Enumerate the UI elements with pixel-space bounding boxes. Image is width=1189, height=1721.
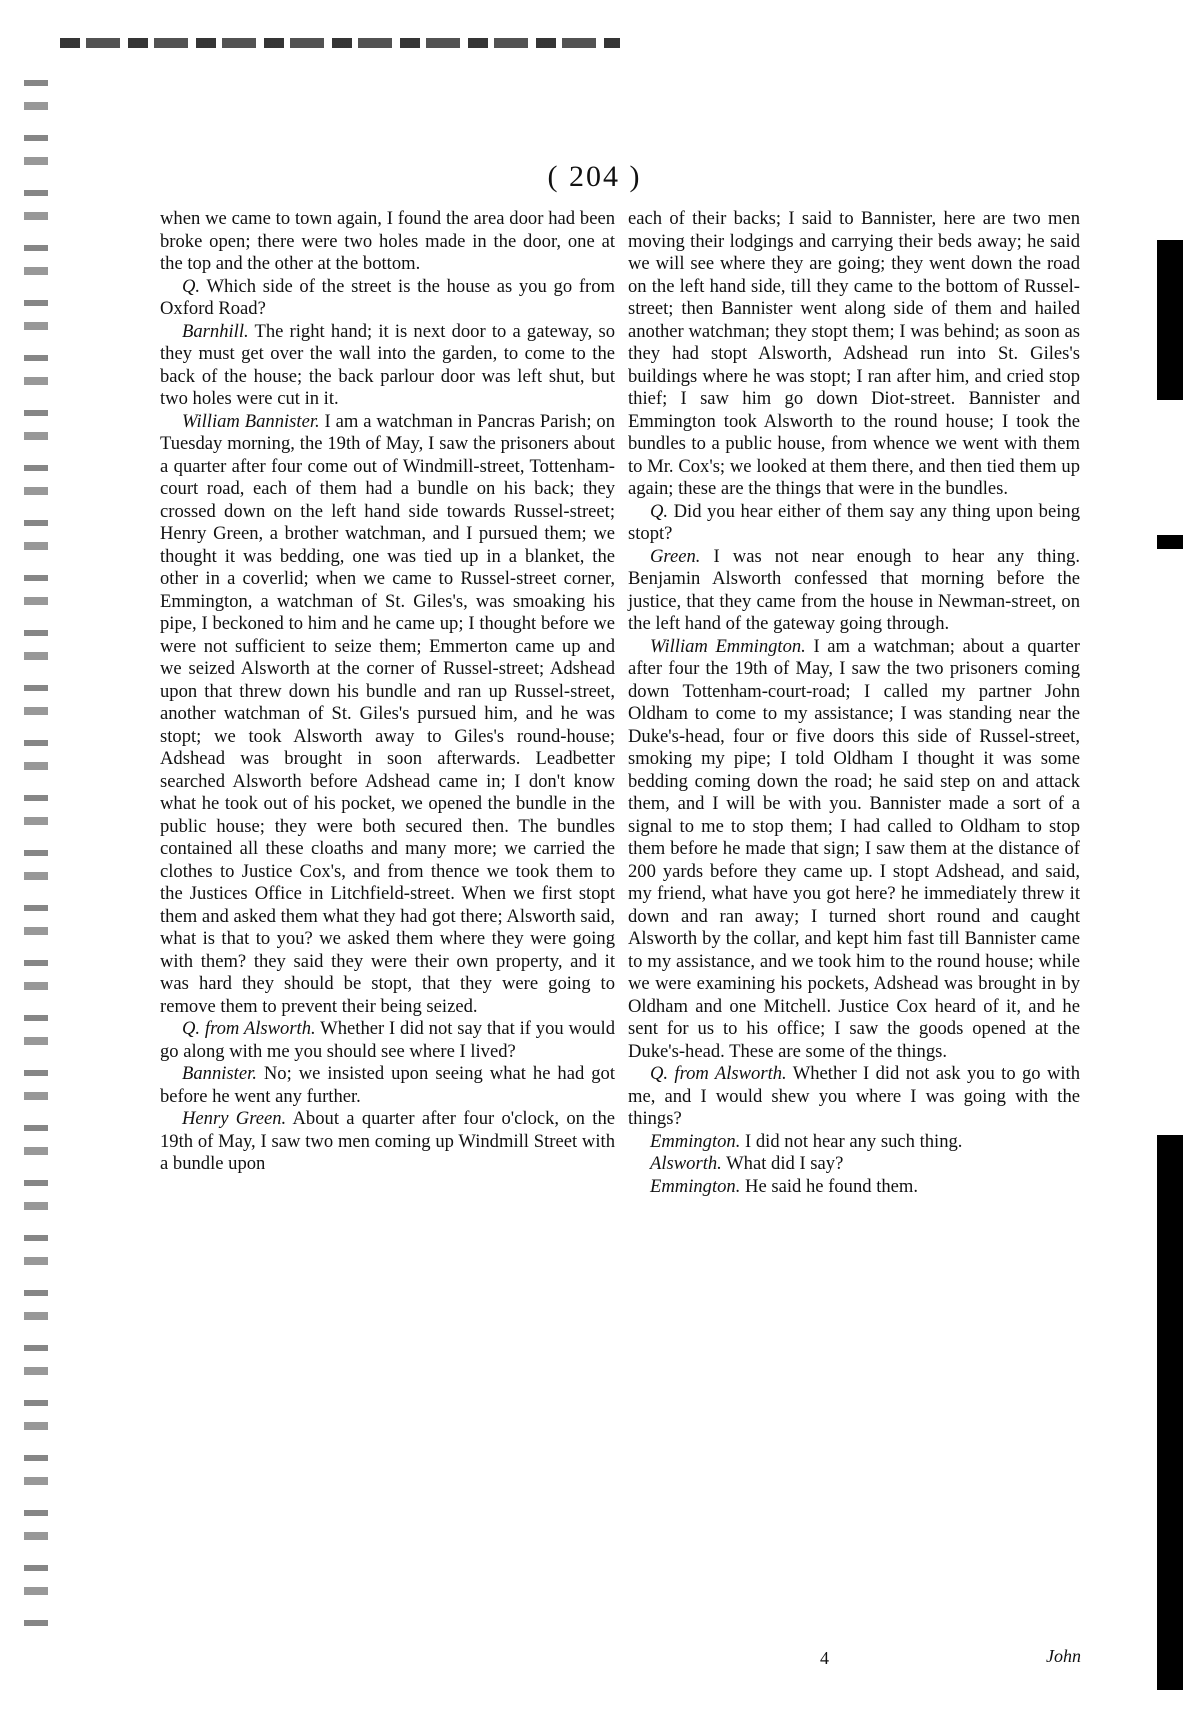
paragraph-text: About a quarter after four o'clock, on the 19th of May, I saw two men coming up Windmill Street with a bundle upon: [160, 1108, 616, 1174]
paragraph-text: Whether I did not ask you to go with me, and I would shew you where I was going with the things?: [628, 1063, 1080, 1129]
paragraph: [628, 546, 1080, 636]
paragraph-text: Which side of the street is the house as you go from Oxford Road?: [160, 275, 615, 319]
paragraph: [160, 276, 615, 321]
right-column: [628, 208, 1080, 1198]
paragraph: [628, 636, 1080, 1064]
paragraph: [628, 501, 1080, 546]
speaker-label: William Bannister.: [182, 410, 320, 432]
paragraph-text: each of their backs; I said to Bannister, here are two men moving their lodgings and carrying their beds away; he said we will see where they are going; they went down the road on the left hand side, till they came to the bottom of Russel-street; then Bannister went along side of them and hailed another watchman; they stopt them; I was behind; as soon as they had stopt Alsworth, Adshead run into St. Giles's buildings where he was stopt; I ran after him, and cried stop thief; I saw him go down Diot-street. Bannister and Emmington took Alsworth to the round house; I took the bundles to a public house, from whence we went with them to Mr. Cox's; we looked at them there, and then tied them up again; these are the things that were in the bundles.: [628, 208, 1080, 499]
scan-edge-mark: [1157, 1135, 1183, 1690]
signature-mark: 4: [820, 1648, 829, 1668]
speaker-label: Alsworth.: [650, 1153, 722, 1174]
paragraph-text: I am a watchman in Pancras Parish; on Tuesday morning, the 19th of May, I saw the prisoners about a quarter after four come out of Windmill-street, Tottenham-court road, each of them had a bundle on his back; they crossed down on the left hand side towards Russel-street; Henry Green, a brother watchman, and I pursued them; we thought it was bedding, one was tied up in a blanket, the other in a coverlid; when we came to Russel-street corner, Emmington, a watchman of St. Giles's, was smoaking his pipe, I beckoned to him and he came up; I thought before we were not sufficient to seize them; Emmerton came up and we seized Alsworth at the corner of Russel-street; Adshead upon that threw down his bundle and ran up Russel-street, another watchman of St. Giles's pursued him, and he was stopt; we took Alsworth away to Giles's round-house; Adshead was brought in soon afterwards. Leadbetter searched Alsworth before Adshead came in; I don't know what he took out of his pocket, we opened the bundle in the public house; they were both secured then. The bundles contained all these cloaths and many more; we carried the clothes to Justice Cox's, and from thence we took them to the Justices Office in Litchfield-street. When we first stopt them and asked them what they had got there; Alsworth said, what is that to you? we asked them where they were going with them? they said they were their own property, and it was hard they should be stopt, that they were going to remove them to prevent their being seized.: [160, 410, 615, 1017]
speaker-label: Barnhill.: [182, 320, 249, 342]
paragraph: [628, 1131, 1080, 1154]
paragraph: [628, 1153, 1080, 1176]
speaker-label: Q.: [182, 275, 201, 297]
paragraph-text: I did not hear any such thing.: [740, 1130, 963, 1152]
page-number: ( 204 ): [547, 160, 642, 193]
paragraph: [160, 321, 615, 411]
paragraph: [628, 1063, 1080, 1131]
left-column: [160, 208, 615, 1176]
paragraph: [160, 411, 615, 1019]
catchword: John: [1046, 1646, 1081, 1666]
paragraph-text: No; we insisted upon seeing what he had got before he went any further.: [160, 1063, 615, 1107]
speaker-label: Q. from Alsworth.: [182, 1018, 316, 1039]
paragraph-text: I was not near enough to hear any thing. Benjamin Alsworth confessed that morning before the justice, that they came from the house in Newman-street, on the left hand of the gateway going through.: [628, 545, 1080, 634]
paragraph-text: He said he found them.: [740, 1175, 919, 1197]
paragraph-text: What did I say?: [721, 1153, 844, 1174]
paragraph: [628, 208, 1080, 501]
scan-left-margin-noise: [24, 80, 48, 1640]
paragraph: [160, 208, 615, 276]
scan-edge-mark: [1157, 535, 1183, 549]
speaker-label: Emmington.: [650, 1130, 741, 1152]
scan-top-rule: [60, 38, 620, 48]
paragraph: [628, 1176, 1080, 1199]
paragraph-text: Did you hear either of them say any thing upon being stopt?: [628, 500, 1080, 544]
speaker-label: Emmington.: [650, 1175, 741, 1197]
paragraph: [160, 1018, 615, 1063]
scan-edge-mark: [1157, 240, 1183, 400]
speaker-label: Henry Green.: [182, 1108, 287, 1129]
speaker-label: Q. from Alsworth.: [650, 1063, 787, 1084]
paragraph-text: The right hand; it is next door to a gateway, so they must get over the wall into the garden, to come to the back of the house; the back parlour door was left shut, but two holes were cut in it.: [160, 320, 615, 409]
paragraph-text: Whether I did not say that if you would go along with me you should see where I lived?: [160, 1018, 616, 1062]
paragraph: [160, 1063, 615, 1108]
speaker-label: Q.: [650, 500, 669, 522]
paragraph: [160, 1108, 615, 1176]
paragraph-text: I am a watchman; about a quarter after four the 19th of May, I saw the two prisoners coming down Tottenham-court-road; I called my partner John Oldham to come to my assistance; I was standing near the Duke's-head, four or five doors this side of Russel-street, smoking my pipe; I told Oldham I thought it was some bedding coming down the road; he said step on and attack them, and I will be with you. Bannister made a sort of a signal to me to stop them; I had called to Oldham to stop them before he made that sign; I saw them at the distance of 200 yards before they came up. I stopt Adshead, and said, my friend, what have you got here? he immediately threw it down and ran away; I turned short round and caught Alsworth by the collar, and kept him fast till Bannister came to my assistance, and we took him to the round house; while we were examining his pockets, Adshead was brought in by Oldham and one Mitchell. Justice Cox heard of it, and he sent for us to his office; I saw the goods opened at the Duke's-head. These are some of the things.: [628, 635, 1080, 1062]
speaker-label: William Emmington.: [650, 635, 806, 657]
paragraph-text: when we came to town again, I found the area door had been broke open; there were two holes made in the door, one at the top and the other at the bottom.: [160, 208, 615, 274]
speaker-label: Green.: [650, 545, 701, 567]
speaker-label: Bannister.: [182, 1063, 257, 1084]
